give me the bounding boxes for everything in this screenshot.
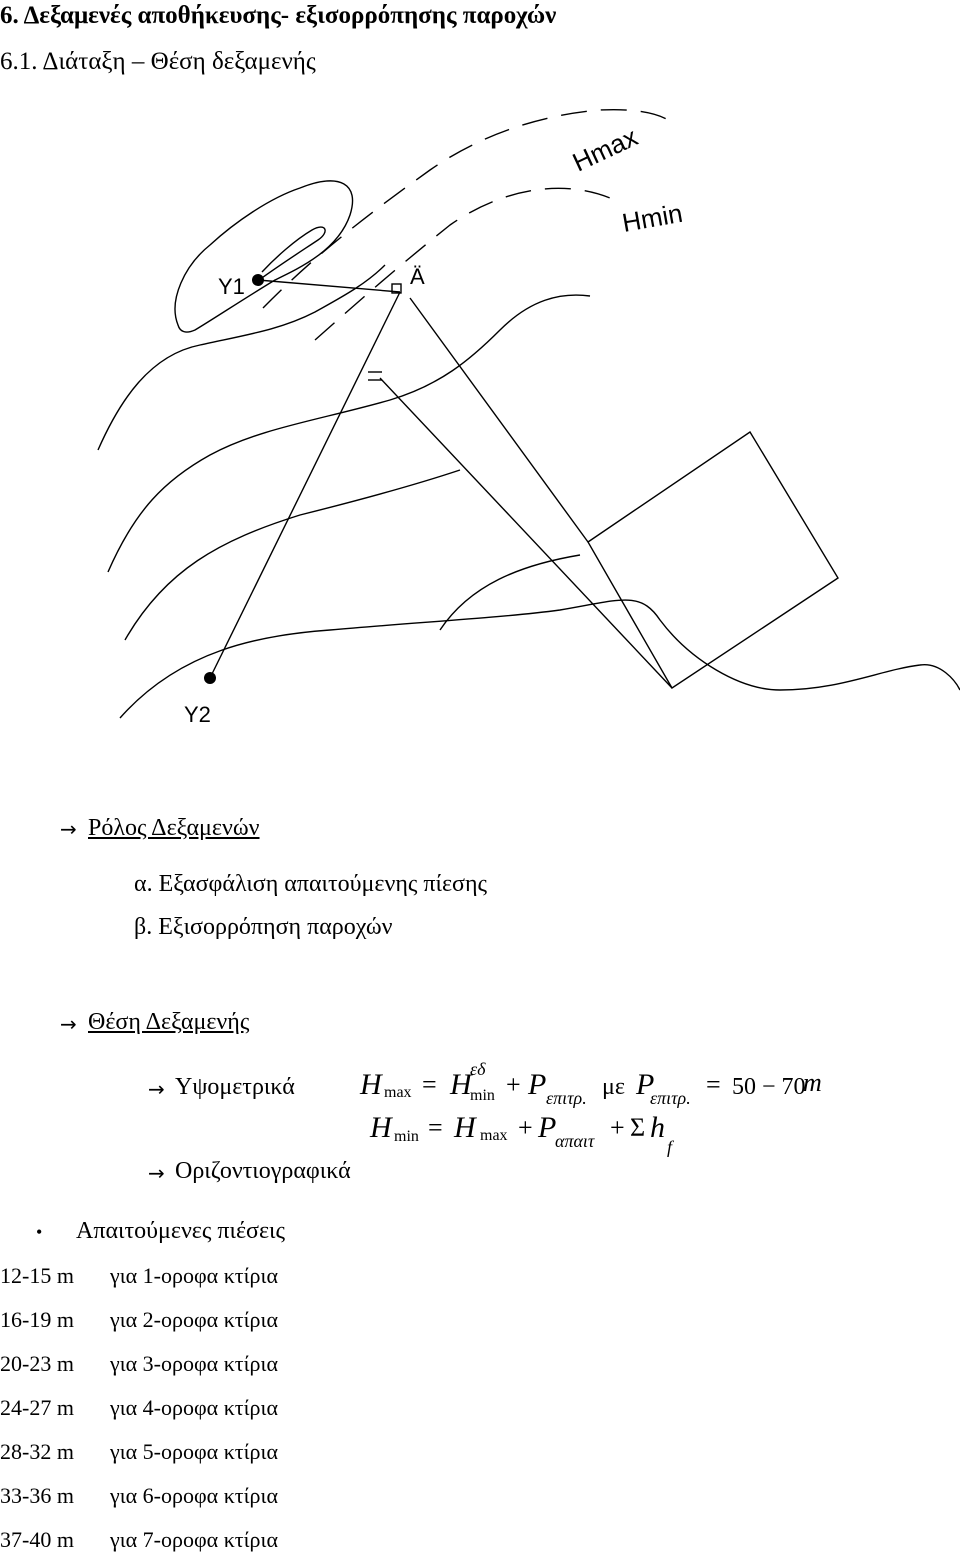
pressure-desc: για 3-οροφα κτίρια	[110, 1351, 278, 1376]
contour-4	[108, 295, 590, 572]
position-heading: Θέση Δεξαμενής	[88, 1009, 250, 1035]
label-hmin: Hmin	[619, 197, 685, 238]
role-heading: Ρόλος Δεξαμενών	[88, 815, 260, 841]
subsection-title: 6.1. Διάταξη – Θέση δεξαμενής	[0, 48, 316, 75]
pipe-junction-parcel	[380, 378, 672, 688]
pressure-desc: για 4-οροφα κτίρια	[110, 1395, 278, 1420]
pressure-desc: για 5-οροφα κτίρια	[110, 1439, 278, 1464]
pressure-desc: για 1-οροφα κτίρια	[110, 1263, 278, 1288]
arrow-icon: →	[148, 1077, 165, 1101]
pipe-y1-a	[258, 280, 400, 292]
pressures-heading: Απαιτούμενες πιέσεις	[76, 1218, 286, 1244]
label-a: Ä	[410, 264, 425, 289]
pipe-a-parcel	[410, 298, 588, 542]
point-y2	[204, 672, 216, 684]
pressure-range: 20-23 m	[0, 1351, 74, 1376]
pressure-range: 24-27 m	[0, 1395, 74, 1420]
pressure-desc: για 2-οροφα κτίρια	[110, 1307, 278, 1332]
pressure-desc: για 7-οροφα κτίρια	[110, 1527, 278, 1552]
pressure-range: 28-32 m	[0, 1439, 74, 1464]
contour-inner	[255, 227, 325, 283]
section-title: 6. Δεξαμενές αποθήκευσης- εξισορρόπησης παροχών	[0, 2, 557, 29]
arrow-icon: →	[60, 817, 77, 841]
pressure-range: 16-19 m	[0, 1307, 74, 1332]
pipe-a-y2	[210, 292, 400, 678]
planimetric-label: Οριζοντιογραφικά	[175, 1158, 351, 1184]
pressure-range: 12-15 m	[0, 1263, 74, 1288]
role-item-a: α. Εξασφάλιση απαιτούμενης πίεσης	[134, 871, 488, 897]
pressure-range: 33-36 m	[0, 1483, 74, 1508]
bullet-icon: •	[36, 1222, 43, 1242]
land-parcel	[588, 432, 838, 688]
role-item-b: β. Εξισορρόπηση παροχών	[134, 914, 393, 940]
contour-6	[440, 555, 580, 630]
label-y1: Y1	[218, 274, 245, 299]
pressure-desc: για 6-οροφα κτίρια	[110, 1483, 278, 1508]
pressure-range: 37-40 m	[0, 1527, 74, 1552]
contour-hill	[175, 181, 352, 332]
label-y2: Y2	[184, 702, 211, 727]
arrow-icon: →	[60, 1012, 77, 1036]
label-hmax: Hmax	[567, 121, 643, 178]
line-hmin	[315, 188, 610, 340]
contour-5	[125, 470, 460, 640]
contour-7	[120, 600, 960, 718]
point-y1	[252, 274, 264, 286]
arrow-icon: →	[148, 1161, 165, 1185]
elevation-label: Υψομετρικά	[175, 1074, 295, 1100]
